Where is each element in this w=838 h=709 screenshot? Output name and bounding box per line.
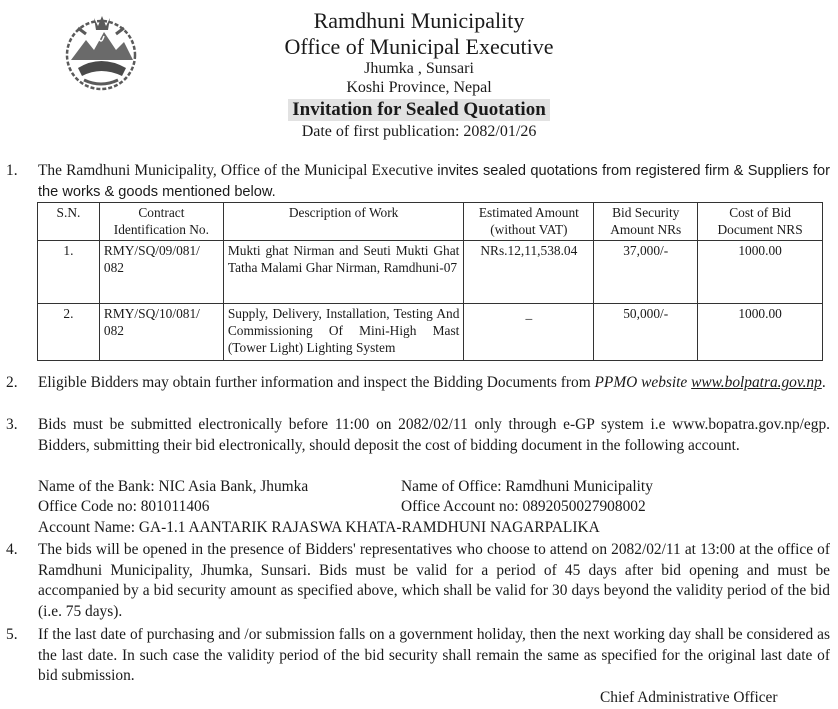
cell-cost: 1000.00 — [698, 241, 823, 304]
clause-number: 2. — [6, 374, 18, 391]
cell-description: Mukti ghat Nirman and Seuti Mukti Ghat Tatha Malami Ghar Nirman, Ramdhuni-07 — [223, 241, 464, 304]
office-name: Office of Municipal Executive — [284, 33, 554, 59]
table-header-row — [38, 203, 823, 241]
cell-amount: _ — [464, 304, 594, 361]
document-header — [0, 8, 838, 142]
clause-number: 5. — [6, 626, 18, 643]
cell-contract: RMY/SQ/10/081/ 082 — [99, 304, 223, 361]
office-name-account: Name of Office: Ramdhuni Municipality — [401, 478, 653, 495]
table-row — [38, 241, 823, 304]
office-code: Office Code no: 801011406 — [38, 498, 210, 515]
ppmo-website-text: PPMO website — [594, 374, 688, 391]
province-line: Koshi Province, Nepal — [346, 78, 492, 96]
account-name: Account Name: GA-1.1 AANTARIK RAJASWA KHATA-RAMDHUNI NAGARPALIKA — [38, 519, 600, 536]
office-account-number: Office Account no: 0892050027908002 — [401, 498, 646, 515]
cell-description: Supply, Delivery, Installation, Testing And Commissioning Of Mini-High Mast (Tower Light) Lighting System — [223, 304, 464, 361]
notice-title: Invitation for Sealed Quotation — [288, 99, 550, 121]
signature-title: Chief Administrative Officer — [600, 689, 778, 706]
clause-text: Eligible Bidders may obtain further information and inspect the Bidding Documents from PPMO website www.bolpatra.gov.np. — [38, 374, 826, 391]
clause-number: 1. — [6, 162, 18, 179]
cell-sn: 2. — [38, 304, 100, 361]
column-header: Cost of Bid Document NRS — [698, 203, 823, 241]
column-header: S.N. — [38, 203, 100, 241]
cell-sn: 1. — [38, 241, 100, 304]
clause-text: The bids will be opened in the presence of Bidders' representatives who choose to attend on 2082/02/11 at 13:00 at the office of Ramdhuni Municipality, Jhumka, Sunsari. Bids must be valid for a period of 45 days after bid opening and must be accompanied by a bid security amount as specified above, which shall be valid for 30 days beyond the validity period of the bid (i.e. 75 days). — [38, 541, 830, 620]
municipality-name: Ramdhuni Municipality — [313, 8, 525, 33]
cell-security: 37,000/- — [594, 241, 698, 304]
column-header: Estimated Amount (without VAT) — [464, 203, 594, 241]
column-header: Description of Work — [223, 203, 464, 241]
clause-number: 4. — [6, 541, 18, 558]
cell-cost: 1000.00 — [698, 304, 823, 361]
bolpatra-link[interactable]: www.bolpatra.gov.np — [691, 374, 822, 391]
clause-text: If the last date of purchasing and /or submission falls on a government holiday, then the next working day shall be considered as the last date. In such case the validity period of the bid security shall remain the same as specified for the original last date of bid submission. — [38, 626, 830, 684]
clause-text: Bids must be submitted electronically before 11:00 on 2082/02/11 only through e-GP system i.e www.bopatra.gov.np/egp. Bidders, submitting their bid electronically, should deposit the cost of bidding document in the following account. — [38, 416, 830, 454]
location-line: Jhumka , Sunsari — [364, 59, 474, 77]
cell-amount: NRs.12,11,538.04 — [464, 241, 594, 304]
table-row — [38, 304, 823, 361]
publication-date: Date of first publication: 2082/01/26 — [301, 123, 537, 141]
bank-name: Name of the Bank: NIC Asia Bank, Jhumka — [38, 478, 309, 495]
cell-security: 50,000/- — [594, 304, 698, 361]
column-header: Contract Identification No. — [99, 203, 223, 241]
column-header: Bid Security Amount NRs — [594, 203, 698, 241]
cell-contract: RMY/SQ/09/081/ 082 — [99, 241, 223, 304]
bid-items-table — [37, 202, 823, 361]
clause-number: 3. — [6, 416, 18, 433]
clause-text: The Ramdhuni Municipality, Office of the Municipal Executive invites sealed quotations from registered firm & Suppliers for the works & goods mentioned below. — [38, 162, 830, 200]
